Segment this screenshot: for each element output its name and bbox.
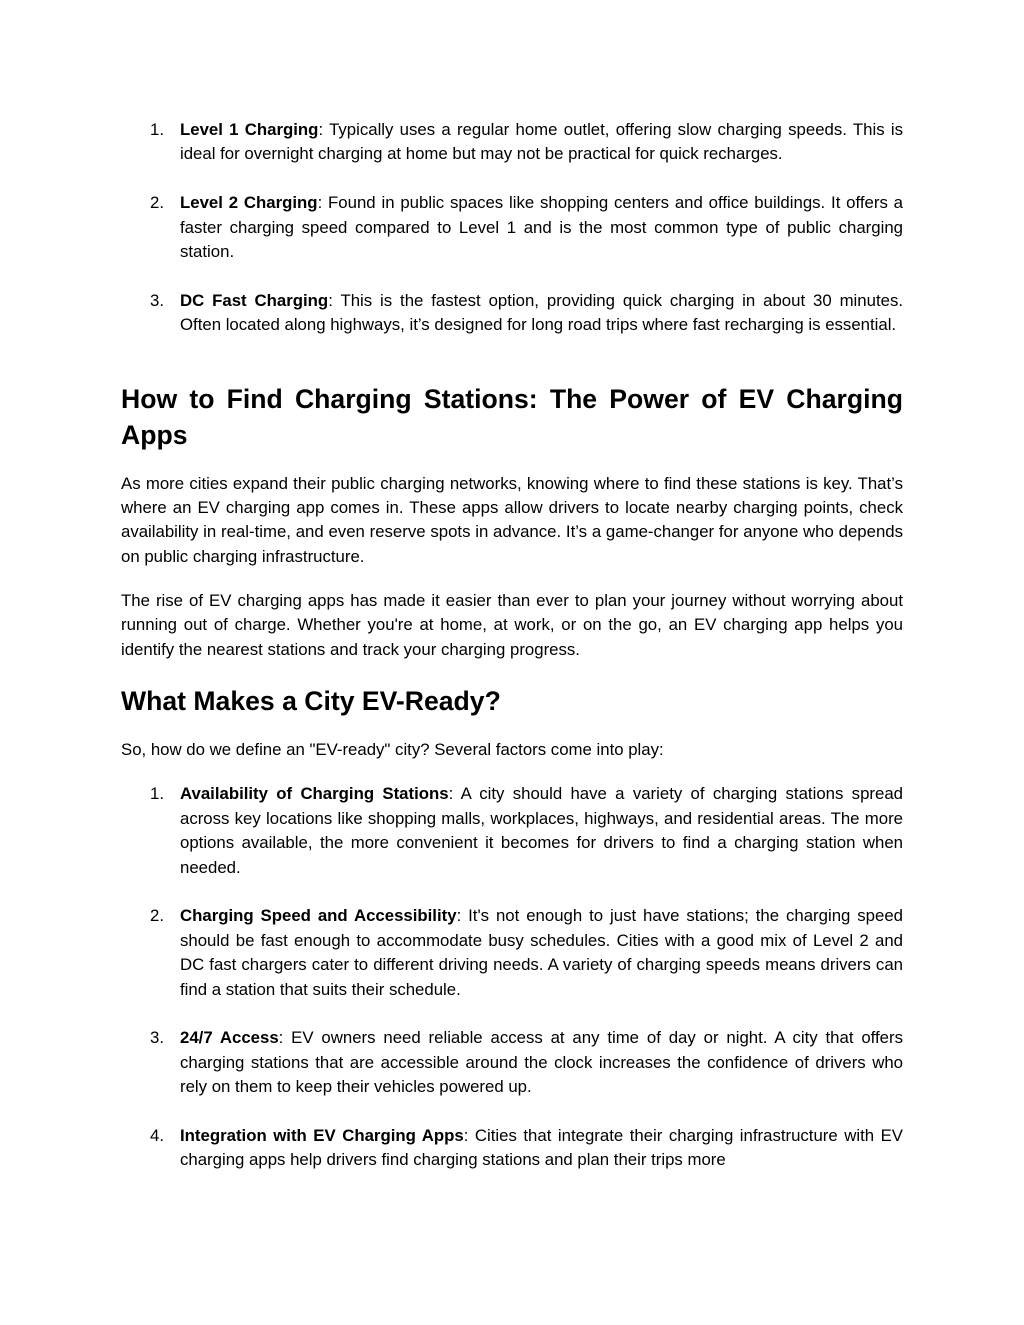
list-term: Level 2 Charging	[180, 193, 318, 213]
list-item	[121, 1124, 903, 1173]
list-item	[121, 289, 903, 338]
list-number: 1.	[150, 120, 164, 139]
list-text: : EV owners need reliable access at any time of day or night. A city that offers charging stations that are accessible around the clock increases the confidence of drivers who rely on them to keep their vehicles powered up.	[180, 1028, 903, 1097]
document-page	[121, 118, 903, 1173]
paragraph: As more cities expand their public charging networks, knowing where to find these stations is key. That’s where an EV charging app comes in. These apps allow drivers to locate nearby charging points, check availability in real-time, and even reserve spots in advance. It’s a game-changer for anyone who depends on public charging infrastructure.	[121, 473, 903, 566]
list-text: : Found in public spaces like shopping centers and office buildings. It offers a faster charging speed compared to Level 1 and is the most common type of public charging station.	[180, 193, 904, 262]
list-term: Charging Speed and Accessibility	[180, 906, 457, 926]
list-term: Integration with EV Charging Apps	[180, 1126, 464, 1146]
list-item	[121, 191, 903, 264]
list-number: 3.	[150, 1028, 164, 1048]
list-term: Level 1 Charging	[180, 120, 319, 139]
list-term: Availability of Charging Stations	[180, 784, 449, 804]
list-text: : Typically uses a regular home outlet, offering slow charging speeds. This is ideal for overnight charging at home but may not be practical for quick recharges.	[180, 120, 903, 164]
section-heading-find-stations: How to Find Charging Stations: The Power of EV Charging Apps	[121, 383, 903, 450]
list-number: 3.	[150, 290, 164, 310]
section-heading-ev-ready: What Makes a City EV-Ready?	[121, 685, 501, 716]
section-intro: So, how do we define an "EV-ready" city? Several factors come into play:	[121, 739, 664, 759]
list-number: 2.	[150, 906, 164, 926]
list-number: 4.	[150, 1126, 164, 1146]
list-item	[121, 904, 903, 1002]
list-item	[121, 782, 903, 880]
list-text: : A city should have a variety of charging stations spread across key locations like shopping malls, workplaces, highways, and residential areas. The more options available, the more convenient it becomes for drivers to find a charging station when needed.	[180, 784, 903, 877]
ev-ready-factors-list	[121, 782, 903, 1172]
list-item	[121, 118, 903, 167]
list-text: : Cities that integrate their charging infrastructure with EV charging apps help drivers find charging stations and plan their trips more	[180, 1126, 903, 1170]
list-item	[121, 1026, 903, 1099]
list-term: DC Fast Charging	[180, 290, 329, 310]
charging-levels-list	[121, 118, 903, 338]
list-text: : This is the fastest option, providing quick charging in about 30 minutes. Often located along highways, it’s designed for long road trips where fast recharging is essential.	[180, 290, 903, 335]
list-number: 1.	[150, 784, 164, 804]
list-number: 2.	[150, 193, 164, 213]
paragraph: The rise of EV charging apps has made it easier than ever to plan your journey without worrying about running out of charge. Whether you're at home, at work, or on the go, an EV charging app helps you identify the nearest stations and track your charging progress.	[121, 590, 903, 659]
list-text: : It's not enough to just have stations; the charging speed should be fast enough to accommodate busy schedules. Cities with a good mix of Level 2 and DC fast chargers cater to different driving needs. A variety of charging speeds means drivers can find a station that suits their schedule.	[180, 906, 903, 999]
list-term: 24/7 Access	[180, 1028, 279, 1048]
